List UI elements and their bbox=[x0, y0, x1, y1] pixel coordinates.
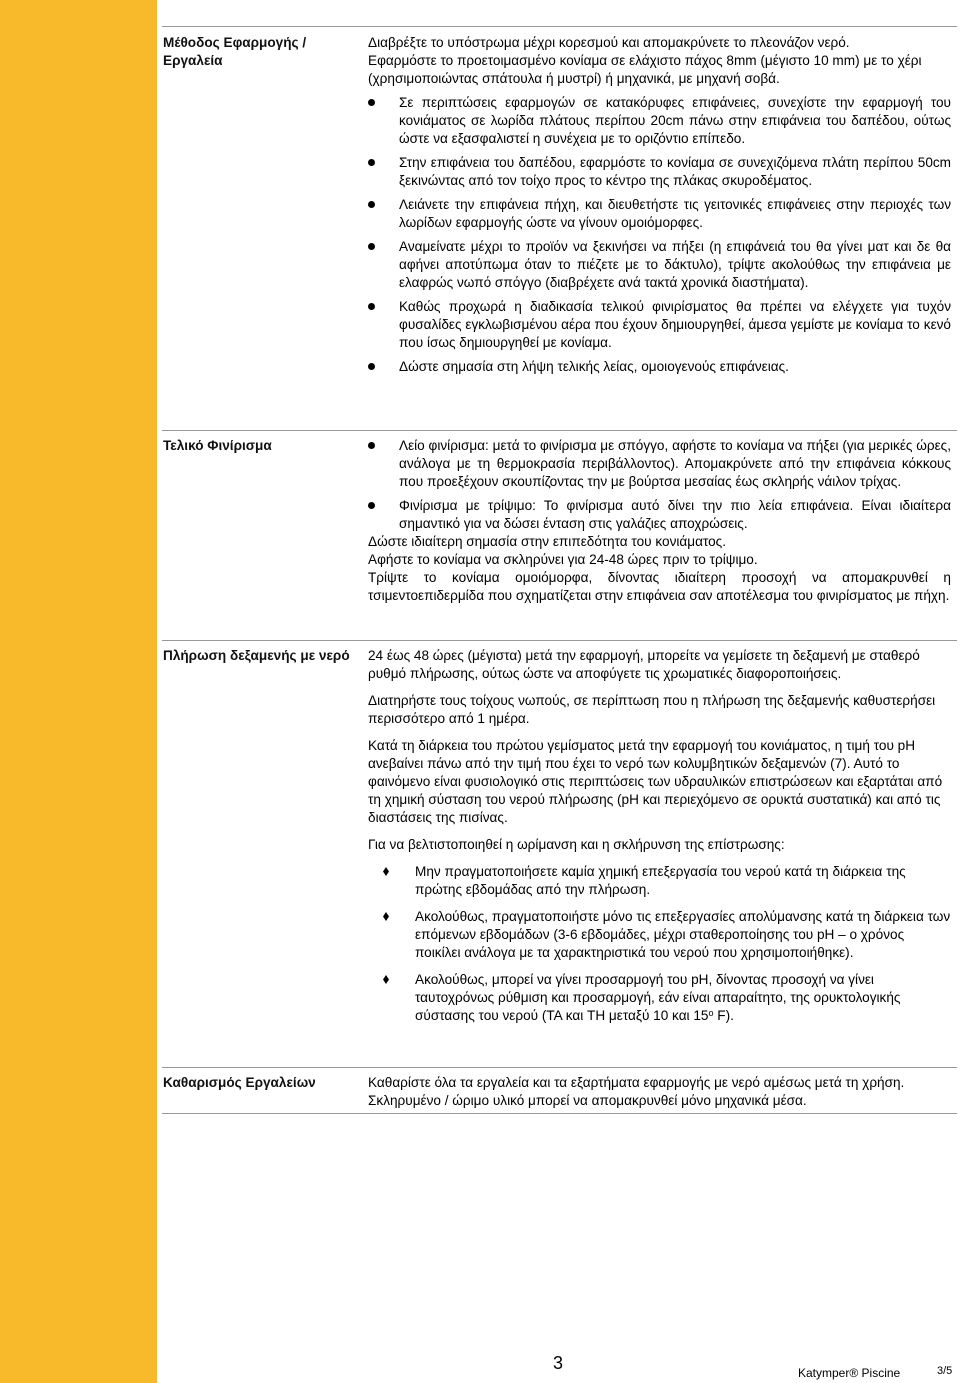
table-bottom-rule bbox=[162, 1113, 957, 1114]
bullet-text: Ακολούθως, μπορεί να γίνει προσαρμογή του pH, δίνοντας προσοχή να γίνει ταυτοχρόνως ρύθμιση και προσαρμογή, εάν είναι απαραίτητο, της ορυκτολογικής σύστασης του νερού (TA και TH μεταξύ 10 και 15 bbox=[415, 972, 901, 1023]
bullet-icon bbox=[368, 159, 375, 166]
sidebar-accent-bar bbox=[0, 0, 157, 1383]
section-divider bbox=[162, 430, 957, 431]
list-item bbox=[368, 196, 951, 232]
filling-paragraph-1: 24 έως 48 ώρες (μέγιστα) μετά την εφαρμογή, μπορείτε να γεμίσετε τη δεξαμενή με σταθερό ρυθμό πλήρωσης, ούτως ώστε να αποφύγετε τις χρωματικές διαφοροποιήσεις. bbox=[368, 648, 920, 681]
bullet-text: Μην πραγματοποιήσετε καμία χημική επεξεργασία του νερού κατά τη διάρκεια της πρώτης εβδομάδας από την πλήρωση. bbox=[415, 864, 906, 897]
bullet-text-end: F). bbox=[713, 1008, 734, 1023]
list-item bbox=[368, 908, 951, 962]
list-item bbox=[368, 94, 951, 148]
diamond-bullet-icon bbox=[383, 975, 389, 984]
degree-superscript: o bbox=[708, 1008, 714, 1018]
section-divider bbox=[162, 1067, 957, 1068]
bullet-text: Αναμείνατε μέχρι το προϊόν να ξεκινήσει να πήξει (η επιφάνειά του θα γίνει ματ και δε θα αφήνει αποτύπωμα όταν το πιέζετε με το δάκτυλο), τρίψτε ακολούθως την επιφάνεια με ελαφρώς νωπό σπόγγο (διαβρέχετε ανά τακτά χρονικά διαστήματα). bbox=[399, 239, 951, 290]
section-cleaning-content bbox=[368, 1074, 951, 1110]
list-item bbox=[368, 863, 951, 899]
footer-brand: Katymper® Piscine bbox=[798, 1366, 901, 1380]
section-finish-content bbox=[368, 437, 951, 605]
bullet-text: Σε περιπτώσεις εφαρμογών σε κατακόρυφες επιφάνειες, συνεχίστε την εφαρμογή του κονιάματος σε λωρίδα πλάτους περίπου 20cm πάνω στην επιφάνεια του δαπέδου, ούτως ώστε να εξασφαλιστεί η συνέχεια με το οριζόντιο επίπεδο. bbox=[399, 95, 951, 146]
spacer bbox=[368, 962, 951, 971]
bullet-icon bbox=[368, 502, 375, 509]
list-item bbox=[368, 238, 951, 292]
footer-page-of: 3/5 bbox=[937, 1365, 953, 1377]
spacer bbox=[368, 854, 951, 863]
section-filling-content bbox=[368, 647, 951, 1025]
spacer bbox=[368, 899, 951, 908]
bullet-icon bbox=[368, 201, 375, 208]
finish-line-3: Τρίψτε το κονίαμα ομοιόμορφα, δίνοντας ιδιαίτερη προσοχή να απομακρυνθεί η τσιμεντοεπιδερμίδα που σχηματίζεται στην επιφάνεια σαν αποτέλεσμα του φινιρίσματος με πήχη. bbox=[368, 570, 951, 603]
bullet-text: Στην επιφάνεια του δαπέδου, εφαρμόστε το κονίαμα σε συνεχιζόμενα πλάτη περίπου 50cm ξεκινώντας από τον τοίχο προς το κέντρο της πλάκας σκυροδέματος. bbox=[399, 155, 951, 188]
bullet-text: Δώστε σημασία στη λήψη τελικής λείας, ομοιογενούς επιφάνειας. bbox=[399, 359, 789, 374]
section-label-filling: Πλήρωση δεξαμενής με νερό bbox=[163, 648, 350, 663]
bullet-text: Καθώς προχωρά η διαδικασία τελικού φινιρίσματος θα πρέπει να ελέγχετε για τυχόν φυσαλίδες εγκλωβισμένου αέρα που έχουν δημιουργηθεί, άμεσα γεμίστε με κονίαμα το κενό που ίσως δημιουργηθεί με κονίαμα. bbox=[399, 299, 951, 350]
bullet-icon bbox=[368, 99, 375, 106]
method-intro-2: Εφαρμόστε το προετοιμασμένο κονίαμα σε ελάχιστο πάχος 8mm (μέγιστο 10 mm) με το χέρι (χρησιμοποιώντας σπάτουλα ή μυστρί) ή μηχανικά, με μηχανή σοβά. bbox=[368, 53, 922, 86]
footer-page-number: 3 bbox=[553, 1353, 564, 1373]
list-item bbox=[368, 154, 951, 190]
bullet-text: Ακολούθως, πραγματοποιήστε μόνο τις επεξεργασίες απολύμανσης κατά τη διάρκεια των επόμενων εβδομάδων (3-6 εβδομάδες, μέχρι σταθεροποίησης του pH – ο χρόνος ποικίλει ανάλογα με τα χαρακτηριστικά του νερού που χρησιμοποιήθηκε). bbox=[415, 909, 951, 960]
bullet-icon bbox=[368, 442, 375, 449]
filling-paragraph-2: Διατηρήστε τους τοίχους νωπούς, σε περίπτωση που η πλήρωση της δεξαμενής καθυστερήσει περισσότερο από 1 ημέρα. bbox=[368, 693, 936, 726]
list-item bbox=[368, 971, 951, 1025]
spacer bbox=[368, 728, 951, 737]
spacer bbox=[368, 683, 951, 692]
section-label-cleaning: Καθαρισμός Εργαλείων bbox=[163, 1075, 316, 1090]
bullet-text: Λειάνετε την επιφάνεια πήχη, και διευθετήστε τις γειτονικές επιφάνειες στην περιοχές των λωρίδων εφαρμογής ώστε να γίνουν ομοιόμορφες. bbox=[399, 197, 951, 230]
section-label-method: Μέθοδος Εφαρμογής / Εργαλεία bbox=[163, 35, 307, 68]
bullet-icon bbox=[368, 303, 375, 310]
bullet-text: Φινίρισμα με τρίψιμο: Το φινίρισμα αυτό δίνει την πιο λεία επιφάνεια. Είναι ιδιαίτερα σημαντικό για να δώσει ένταση στις γαλάζιες αποχρώσεις. bbox=[399, 498, 951, 531]
table-top-rule bbox=[162, 26, 957, 27]
bullet-icon bbox=[368, 363, 375, 370]
finish-line-2: Αφήστε το κονίαμα να σκληρύνει για 24-48 ώρες πριν το τρίψιμο. bbox=[368, 552, 758, 567]
list-item bbox=[368, 437, 951, 491]
bullet-text: Λείο φινίρισμα: μετά το φινίρισμα με σπόγγο, αφήστε το κονίαμα να πήξει (για μερικές ώρες, ανάλογα με τη θερμοκρασία περιβάλλοντος). Απομακρύνετε από την επιφάνεια κόκκους που προεξέχουν σκουπίζοντας την με βούρτσα μεσαίας έως σκληρής νάιλον τρίχας. bbox=[399, 438, 951, 489]
method-intro-1: Διαβρέξτε το υπόστρωμα μέχρι κορεσμού και απομακρύνετε το πλεονάζον νερό. bbox=[368, 35, 850, 50]
diamond-bullet-icon bbox=[383, 912, 389, 921]
finish-line-1: Δώστε ιδιαίτερη σημασία στην επιπεδότητα του κονιάματος. bbox=[368, 534, 727, 549]
spacer bbox=[368, 827, 951, 836]
filling-paragraph-3: Κατά τη διάρκεια του πρώτου γεμίσματος μετά την εφαρμογή του κονιάματος, η τιμή του pH ανεβαίνει πάνω από την τιμή που έχει το νερό των κολυμβητικών δεξαμενών (7). Αυτό το φαινόμενο είναι φυσιολογικό στις περιπτώσεις των υδραυλικών επιστρώσεων και εξαρτάται από τη χημική σύσταση του νερού πλήρωσης (pH και περιεχόμενο σε ορυκτά συστατικά) και από τις διαστάσεις της πισίνας. bbox=[368, 738, 943, 825]
diamond-bullet-icon bbox=[383, 867, 389, 876]
bullet-icon bbox=[368, 243, 375, 250]
cleaning-text: Καθαρίστε όλα τα εργαλεία και τα εξαρτήματα εφαρμογής με νερό αμέσως μετά τη χρήση. Σκληρυμένο / ώριμο υλικό μπορεί να απομακρυνθεί μόνο μηχανικά μέσα. bbox=[368, 1075, 905, 1108]
list-item bbox=[368, 298, 951, 352]
list-item bbox=[368, 497, 951, 533]
section-method-content bbox=[368, 34, 951, 376]
section-label-finish: Τελικό Φινίρισμα bbox=[163, 438, 272, 453]
section-divider bbox=[162, 640, 957, 641]
filling-paragraph-4: Για να βελτιστοποιηθεί η ωρίμανση και η σκλήρυνση της επίστρωσης: bbox=[368, 837, 785, 852]
list-item bbox=[368, 358, 951, 376]
